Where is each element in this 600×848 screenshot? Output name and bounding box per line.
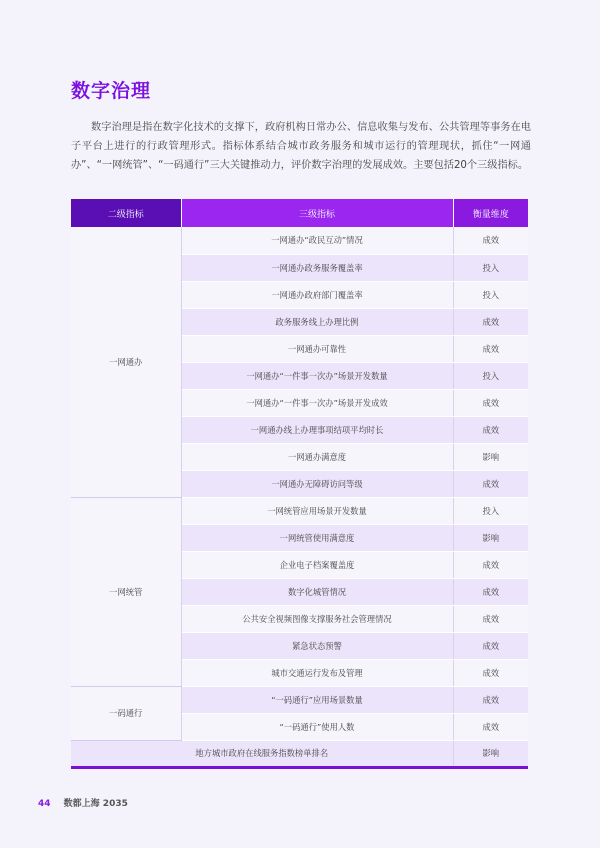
level3-indicator-cell: 企业电子档案覆盖度 bbox=[181, 551, 453, 578]
level2-indicator-cell: 一网通办 bbox=[71, 227, 181, 497]
section-title: 数字治理 bbox=[71, 80, 152, 102]
level3-indicator-cell: 一网通办“政民互动”情况 bbox=[181, 227, 453, 254]
dimension-cell: 成效 bbox=[453, 389, 528, 416]
indicator-table bbox=[71, 199, 528, 769]
level3-indicator-cell: 一网通办线上办理事项结项平均时长 bbox=[181, 416, 453, 443]
level3-indicator-cell: 一网统管应用场景开发数量 bbox=[181, 497, 453, 524]
dimension-cell: 影响 bbox=[453, 740, 528, 767]
level3-indicator-cell: 一网通办“一件事一次办”场景开发成效 bbox=[181, 389, 453, 416]
page-footer bbox=[38, 796, 128, 809]
dimension-cell: 成效 bbox=[453, 605, 528, 632]
level3-indicator-cell: 政务服务线上办理比例 bbox=[181, 308, 453, 335]
dimension-cell: 成效 bbox=[453, 578, 528, 605]
dimension-cell: 影响 bbox=[453, 524, 528, 551]
dimension-cell: 成效 bbox=[453, 335, 528, 362]
level3-indicator-cell: 城市交通运行发布及管理 bbox=[181, 659, 453, 686]
publication-name: 数都上海 2035 bbox=[63, 799, 128, 809]
intro-paragraph: 数字治理是指在数字化技术的支撑下，政府机构日常办公、信息收集与发布、公共管理等事务在电子平台上进行的行政管理形式。指标体系结合城市政务服务和城市运行的管理现状，抓住“一网通办”、“一网统管”、“一码通行”三大关键推动力，评价数字治理的发展成效。主要包括20个三级指标。 bbox=[71, 122, 531, 171]
level3-indicator-cell: 数字化城管情况 bbox=[181, 578, 453, 605]
level3-indicator-cell: 一网统管使用满意度 bbox=[181, 524, 453, 551]
page-number: 44 bbox=[38, 799, 51, 809]
dimension-cell: 成效 bbox=[453, 686, 528, 713]
header-dimension: 衡量维度 bbox=[453, 199, 528, 227]
level2-indicator-cell: 一码通行 bbox=[71, 686, 181, 740]
level3-indicator-cell: 一网通办满意度 bbox=[181, 443, 453, 470]
level3-indicator-cell: 一网通办“一件事一次办”场景开发数量 bbox=[181, 362, 453, 389]
level3-indicator-cell: 一网通办可靠性 bbox=[181, 335, 453, 362]
dimension-cell: 成效 bbox=[453, 551, 528, 578]
level3-indicator-cell: 地方城市政府在线服务指数榜单排名 bbox=[71, 740, 453, 767]
dimension-cell: 影响 bbox=[453, 443, 528, 470]
level2-indicator-cell: 一网统管 bbox=[71, 497, 181, 686]
header-level3: 三级指标 bbox=[181, 199, 453, 227]
dimension-cell: 投入 bbox=[453, 497, 528, 524]
table-row-last bbox=[71, 740, 528, 767]
dimension-cell: 成效 bbox=[453, 632, 528, 659]
header-level2: 二级指标 bbox=[71, 199, 181, 227]
level3-indicator-cell: 一网通办无障碍访问等级 bbox=[181, 470, 453, 497]
table-row bbox=[71, 227, 528, 254]
dimension-cell: 成效 bbox=[453, 416, 528, 443]
dimension-cell: 成效 bbox=[453, 308, 528, 335]
level3-indicator-cell: 公共安全视频图像支撑服务社会管理情况 bbox=[181, 605, 453, 632]
dimension-cell: 投入 bbox=[453, 254, 528, 281]
table-header-row bbox=[71, 199, 528, 227]
level3-indicator-cell: “一码通行”应用场景数量 bbox=[181, 686, 453, 713]
dimension-cell: 投入 bbox=[453, 362, 528, 389]
table-body bbox=[71, 227, 528, 767]
level3-indicator-cell: “一码通行”使用人数 bbox=[181, 713, 453, 740]
level3-indicator-cell: 一网通办政府部门覆盖率 bbox=[181, 281, 453, 308]
level3-indicator-cell: 紧急状态预警 bbox=[181, 632, 453, 659]
level3-indicator-cell: 一网通办政务服务覆盖率 bbox=[181, 254, 453, 281]
table-row bbox=[71, 497, 528, 524]
dimension-cell: 成效 bbox=[453, 659, 528, 686]
table-row bbox=[71, 686, 528, 713]
dimension-cell: 成效 bbox=[453, 713, 528, 740]
dimension-cell: 成效 bbox=[453, 227, 528, 254]
dimension-cell: 成效 bbox=[453, 470, 528, 497]
dimension-cell: 投入 bbox=[453, 281, 528, 308]
